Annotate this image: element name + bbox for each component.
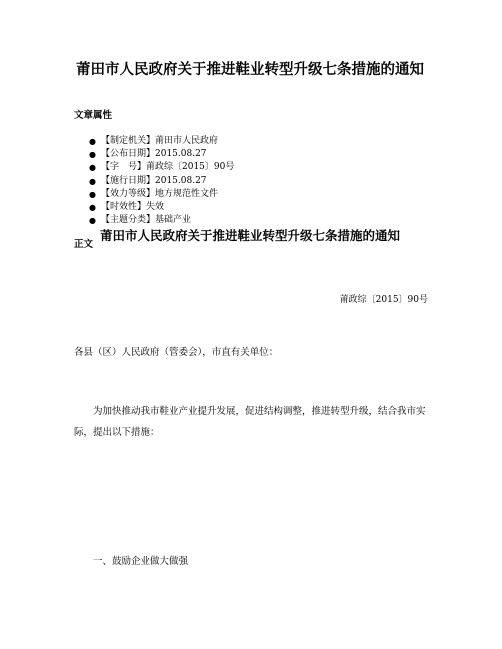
attribute-item — [89, 135, 234, 148]
section-heading: 一、鼓励企业做大做强 — [93, 556, 189, 567]
bullet-icon: ● — [89, 137, 96, 146]
bullet-icon: ● — [89, 202, 96, 212]
attributes-list — [89, 135, 234, 227]
attribute-text: 【主题分类】基础产业 — [101, 215, 192, 226]
attribute-item — [89, 161, 234, 174]
document-number: 莆政综〔2015〕90号 — [339, 295, 428, 305]
bullet-icon: ● — [89, 176, 96, 186]
attribute-item — [89, 201, 234, 214]
bullet-icon: ● — [89, 216, 96, 226]
bullet-icon: ● — [89, 189, 96, 199]
body-label: 正文 — [74, 239, 94, 250]
attribute-item — [89, 188, 234, 201]
attribute-text: 【制定机关】莆田市人民政府 — [101, 136, 219, 146]
attribute-text: 【字 号】莆政综〔2015〕90号 — [101, 162, 235, 173]
attribute-text: 【时效性】失效 — [101, 201, 165, 212]
bullet-icon: ● — [89, 163, 96, 173]
intro-paragraph: 为加快推动我市鞋业产业提升发展，促进结构调整，推进转型升级，结合我市实际，提出以下措施： — [74, 406, 426, 438]
attributes-label: 文章属性 — [74, 110, 113, 121]
attribute-text: 【效力等级】地方规范性文件 — [101, 188, 219, 199]
main-title: 莆田市人民政府关于推进鞋业转型升级七条措施的通知 — [99, 228, 400, 243]
attribute-item — [89, 214, 234, 227]
attribute-text: 【公布日期】2015.08.27 — [101, 149, 207, 160]
attribute-item — [89, 148, 234, 161]
attribute-text: 【施行日期】2015.08.27 — [101, 175, 207, 186]
attribute-item — [89, 175, 234, 188]
salutation: 各县（区）人民政府（管委会），市直有关单位： — [74, 347, 279, 358]
bullet-icon: ● — [89, 150, 96, 160]
document-title: 莆田市人民政府关于推进鞋业转型升级七条措施的通知 — [76, 62, 424, 78]
